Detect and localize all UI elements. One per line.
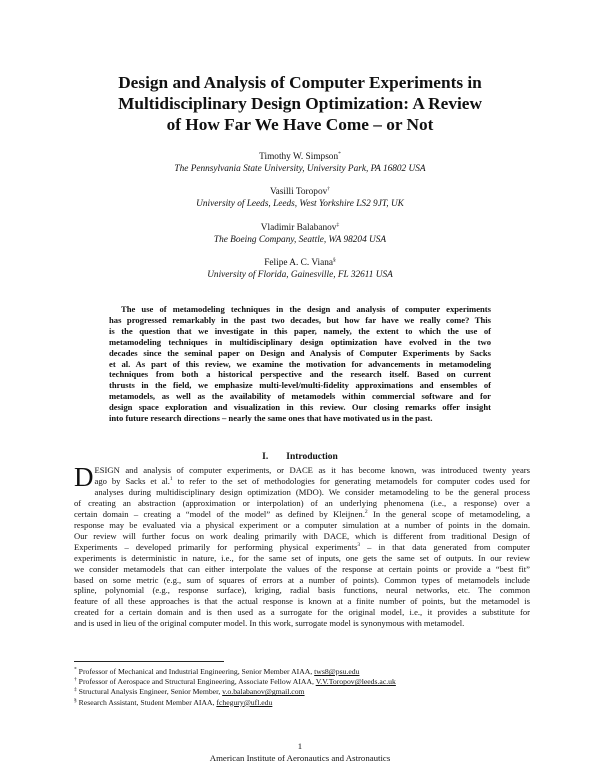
author-name: Timothy W. Simpson (259, 152, 339, 162)
author-block (60, 186, 540, 210)
abstract-line: is the question that we investigate in this paper, namely, the extent to which the use of (109, 325, 491, 336)
footnote: * Professor of Mechanical and Industrial Engineering, Senior Member AIAA, tws8@psu.edu (74, 666, 360, 676)
body-line: ESIGN and analysis of computer experiments, or DACE as it has become known, was introduced twenty years (94, 465, 530, 475)
abstract-line: metamodeling techniques in multidisciplinary design optimization have evolved in the two (109, 336, 491, 347)
author-name: Vasilli Toropov (269, 187, 328, 197)
body-line: certain domain – creating a “model of the model” as defined by Kleijnen.$^2$ In the general scope of metamodeling, a (74, 508, 530, 519)
drop-cap: D (74, 462, 94, 492)
author-block (60, 257, 540, 281)
abstract-line: decades since the seminal paper on Design and Analysis of Computer Experiments by Sacks (109, 347, 491, 358)
abstract-line: et al. As part of this review, we examine the motivation for advancements in metamodeling (109, 358, 491, 369)
author-footnote-mark: * (338, 150, 341, 157)
section-heading (0, 452, 600, 462)
section-title: Introduction (286, 452, 338, 462)
introduction-body (74, 462, 530, 629)
body-line: feature of all these approaches is that the actual response is known at a finite number of points, but the metamodel is (74, 596, 530, 607)
footnote: § Research Assistant, Student Member AIAA, fchegury@ufl.edu (74, 697, 273, 707)
abstract-line: metamodels, as well as the availability of metamodels within commercial software and for (109, 391, 491, 402)
author-footnote-mark: † (327, 185, 331, 192)
footnote: ‡ Structural Analysis Engineer, Senior Member, v.o.balabanov@gmail.com (74, 686, 305, 697)
abstract-line: thrusts in the field, we emphasize multi-level/multi-fidelity approximations and ensembles of (109, 380, 491, 391)
author-footnote-mark: § (332, 256, 336, 263)
paper-title (80, 72, 520, 135)
author-block (60, 151, 540, 175)
footnotes (74, 667, 396, 708)
email-link[interactable]: v.o.balabanov@gmail.com (222, 687, 305, 697)
abstract-line: The use of metamodeling techniques in the design and analysis of computer experiments (121, 304, 491, 314)
abstract (109, 304, 491, 424)
abstract-line: has progressed remarkably in the past two decades, but how far have we really come? This (109, 314, 491, 325)
author-affiliation: The Boeing Company, Seattle, WA 98204 USA (213, 235, 387, 245)
body-line: ago by Sacks et al.$^1$ to refer to the set of methodologies for generating metamodels for computer codes used for (94, 475, 530, 486)
section-number: I. (262, 452, 269, 462)
body-line: Our review will further focus on work dealing primarily with DACE, which is different from traditional Design of (74, 530, 530, 541)
citation-mark: 2 (364, 508, 368, 515)
body-line: and is used in lieu of the original computer model. In this work, surrogate model is synonymous with metamodel. (74, 618, 465, 629)
citation-mark: 1 (169, 476, 173, 483)
author-name: Felipe A. C. Viana (264, 258, 333, 268)
body-line: analyses during multidisciplinary design optimization (MDO). We consider metamodeling to be the general process (94, 486, 530, 497)
footnote: † Professor of Aerospace and Structural Engineering, Associate Fellow AIAA, V.V.Toropov@leeds.ac.uk (74, 676, 396, 687)
author-name: Vladimir Balabanov (260, 223, 337, 233)
citation-mark: 3 (357, 541, 361, 548)
body-line: created for a certain domain and is then used as a surrogate for the original model, i.e., it provides a substitute for (74, 607, 530, 618)
title-line: Multidisciplinary Design Optimization: A Review (118, 94, 482, 113)
abstract-line: techniques from both a historical perspective and the research itself. Based on current (109, 369, 491, 380)
abstract-line: into future research directions – nearly the same ones that have motivated us in the past. (109, 413, 433, 424)
body-line: based on some metric (e.g., sum of squares of errors at a number of points). Common types of metamodels include (74, 574, 530, 585)
body-line: Experiments – developed primarily for performing physical experiments$^3$ – in that data generated from computer (74, 541, 530, 552)
email-link[interactable]: V.V.Toropov@leeds.ac.uk (315, 677, 396, 687)
author-block (60, 222, 540, 246)
body-line: response may be evaluated via a physical experiment or a computer simulation at a number of points in the domain. (74, 519, 530, 530)
author-footnote-mark: ‡ (336, 221, 340, 228)
body-line: we consider metamodels that can either interpolate the values of the response at certain points or provide a “best fit” (74, 563, 530, 574)
email-link[interactable]: fchegury@ufl.edu (216, 697, 273, 707)
body-line: experiments is deterministic in nature, i.e., for the same set of inputs, one gets the same set of outputs. In our review (74, 552, 530, 563)
body-line: of creating an abstraction (approximation or interpolation) of an underlying phenomena (i.e., a response) over a (74, 497, 530, 508)
email-link[interactable]: tws8@psu.edu (314, 667, 360, 676)
page-number: 1 (297, 741, 303, 751)
author-affiliation: University of Leeds, Leeds, West Yorkshire LS2 9JT, UK (196, 199, 404, 209)
author-affiliation: The Pennsylvania State University, University Park, PA 16802 USA (174, 164, 426, 174)
body-line: spline, polynomial (e.g., response surface), kriging, radial basis functions, neural networks, etc. The common (74, 585, 530, 596)
abstract-line: design space exploration and visualization in this review. Our closing remarks offer insight (109, 402, 491, 413)
title-line: of How Far We Have Come – or Not (166, 115, 434, 134)
title-line: Design and Analysis of Computer Experiments in (118, 73, 482, 92)
footnote-divider (74, 661, 224, 662)
author-affiliation: University of Florida, Gainesville, FL 32611 USA (207, 270, 393, 280)
page-footer: American Institute of Aeronautics and Astronautics (209, 753, 391, 763)
